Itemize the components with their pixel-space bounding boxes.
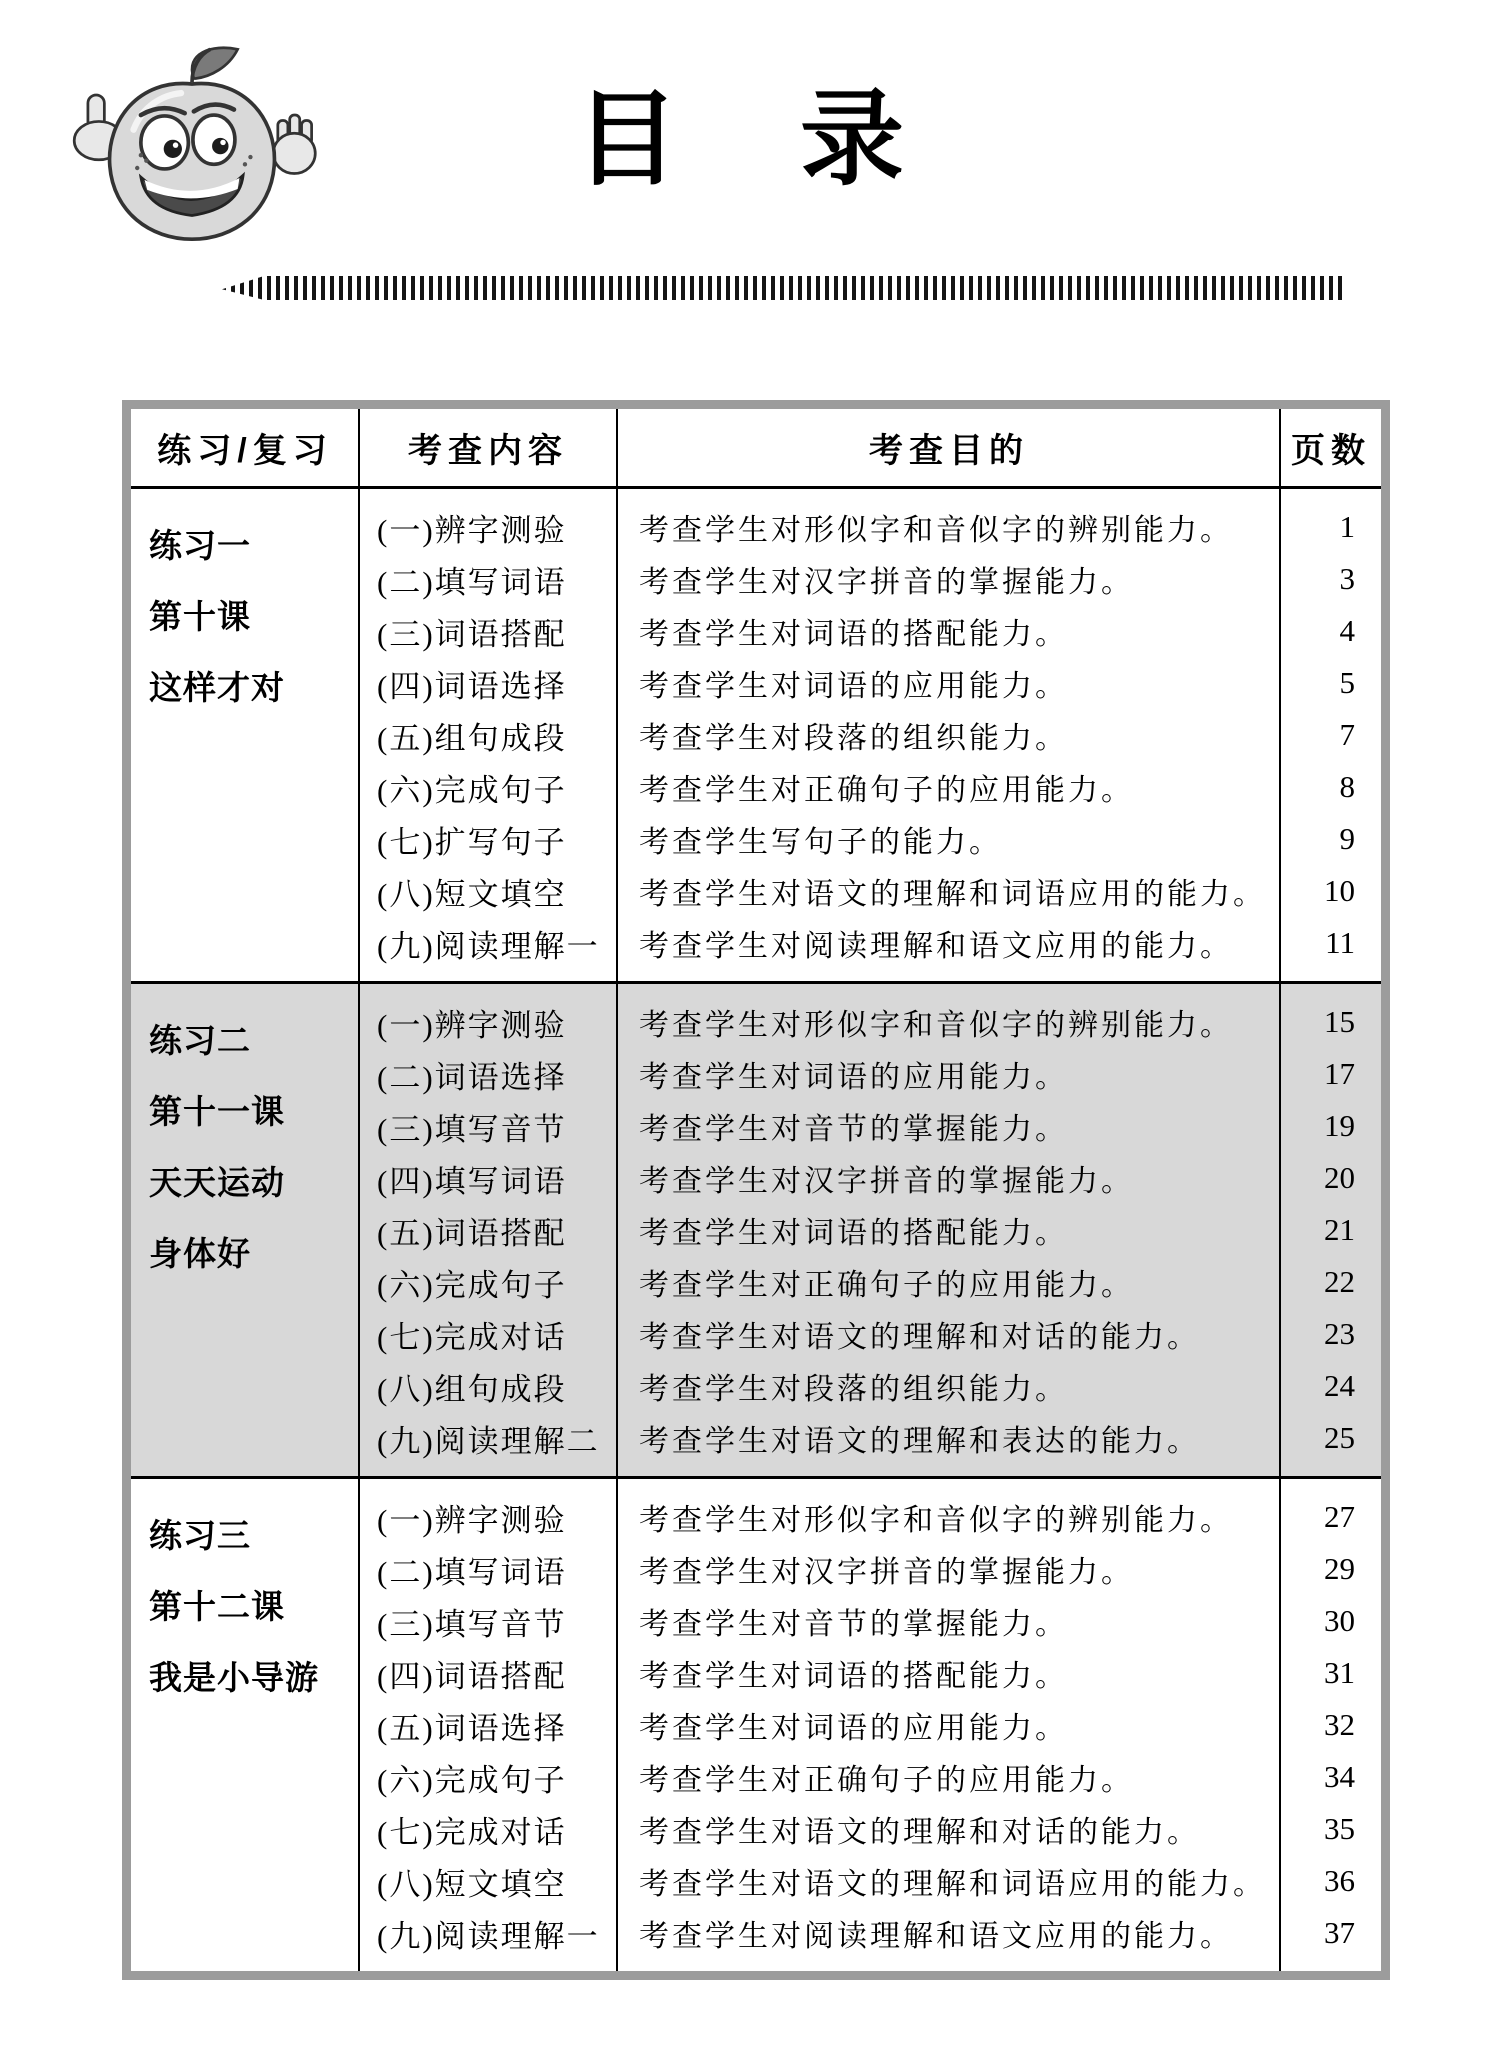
- purpose-cell: 考查学生对汉字拼音的掌握能力。: [639, 1165, 1134, 1198]
- page-number-cell: 8: [1339, 769, 1355, 804]
- table-row: [359, 1152, 1381, 1204]
- content-cell: (二)填写词语: [377, 1554, 567, 1590]
- content-cell: (五)组句成段: [377, 720, 567, 756]
- table-row: [359, 709, 1381, 761]
- unit-line: 练习一: [149, 527, 251, 564]
- table-row: [359, 865, 1381, 917]
- page-number-cell: 31: [1324, 1655, 1355, 1690]
- page-number-cell: 22: [1324, 1264, 1355, 1299]
- table-row: [359, 1595, 1381, 1647]
- table-row: [359, 553, 1381, 605]
- content-cell: (四)填写词语: [377, 1163, 567, 1199]
- content-cell: (四)词语搭配: [377, 1658, 567, 1694]
- unit-line: 这样才对: [149, 668, 285, 706]
- content-cell: (七)扩写句子: [377, 824, 567, 860]
- page-title: 目 录: [575, 82, 914, 198]
- purpose-cell: 考查学生写句子的能力。: [639, 826, 1002, 859]
- unit-line: 第十一课: [149, 1092, 285, 1130]
- purpose-cell: 考查学生对词语的应用能力。: [639, 1061, 1068, 1094]
- page-number-cell: 27: [1324, 1499, 1355, 1534]
- page-number-cell: 7: [1339, 717, 1355, 752]
- content-cell: (五)词语选择: [377, 1710, 567, 1746]
- column-divider: [1279, 409, 1281, 1971]
- table-row: [359, 501, 1381, 553]
- content-cell: (五)词语搭配: [377, 1215, 567, 1251]
- content-cell: (三)填写音节: [377, 1606, 567, 1642]
- page-number-cell: 35: [1324, 1811, 1355, 1846]
- content-cell: (九)阅读理解一: [377, 928, 600, 964]
- unit-cell: [131, 1479, 359, 1971]
- purpose-cell: 考查学生对音节的掌握能力。: [639, 1608, 1068, 1641]
- page-number-cell: 34: [1324, 1759, 1355, 1794]
- table-row: [359, 657, 1381, 709]
- purpose-cell: 考查学生对语文的理解和词语应用的能力。: [639, 1868, 1266, 1901]
- toc-section: [131, 489, 1381, 981]
- table-row: [359, 1100, 1381, 1152]
- content-cell: (六)完成句子: [377, 1267, 567, 1303]
- purpose-cell: 考查学生对阅读理解和语文应用的能力。: [639, 930, 1233, 963]
- unit-line: 第十二课: [149, 1587, 285, 1625]
- page-number-cell: 9: [1339, 821, 1355, 856]
- table-row: [359, 917, 1381, 969]
- page-number-cell: 30: [1324, 1603, 1355, 1638]
- table-row: [359, 1907, 1381, 1959]
- page-number-cell: 10: [1324, 873, 1355, 908]
- page-number-cell: 19: [1324, 1108, 1355, 1143]
- content-cell: (八)短文填空: [377, 1866, 567, 1902]
- content-cell: (一)辨字测验: [377, 1502, 567, 1538]
- unit-line: 我是小导游: [149, 1658, 319, 1696]
- section-rows: [359, 1479, 1381, 1971]
- table-row: [359, 1699, 1381, 1751]
- page-number-cell: 25: [1324, 1420, 1355, 1455]
- section-rows: [359, 984, 1381, 1476]
- table-row: [359, 1543, 1381, 1595]
- purpose-cell: 考查学生对词语的应用能力。: [639, 670, 1068, 703]
- purpose-cell: 考查学生对形似字和音似字的辨别能力。: [639, 1009, 1233, 1042]
- table-row: [359, 1647, 1381, 1699]
- purpose-cell: 考查学生对段落的组织能力。: [639, 722, 1068, 755]
- content-cell: (二)词语选择: [377, 1059, 567, 1095]
- purpose-cell: 考查学生对词语的搭配能力。: [639, 618, 1068, 651]
- toc-section: [131, 1476, 1381, 1971]
- header-page-number: 页数: [1291, 432, 1371, 470]
- table-row: [359, 1491, 1381, 1543]
- content-cell: (四)词语选择: [377, 668, 567, 704]
- purpose-cell: 考查学生对形似字和音似字的辨别能力。: [639, 1504, 1233, 1537]
- unit-line: 练习二: [149, 1022, 251, 1059]
- page-number-cell: 21: [1324, 1212, 1355, 1247]
- purpose-cell: 考查学生对语文的理解和表达的能力。: [639, 1425, 1200, 1458]
- column-divider: [358, 409, 360, 1971]
- purpose-cell: 考查学生对段落的组织能力。: [639, 1373, 1068, 1406]
- content-cell: (七)完成对话: [377, 1814, 567, 1850]
- content-cell: (六)完成句子: [377, 1762, 567, 1798]
- table-row: [359, 813, 1381, 865]
- table-row: [359, 1308, 1381, 1360]
- page-number-cell: 23: [1324, 1316, 1355, 1351]
- purpose-cell: 考查学生对正确句子的应用能力。: [639, 1764, 1134, 1797]
- page-number-cell: 1: [1339, 509, 1355, 544]
- content-cell: (三)词语搭配: [377, 616, 567, 652]
- purpose-cell: 考查学生对音节的掌握能力。: [639, 1113, 1068, 1146]
- toc-sections: [131, 489, 1381, 1971]
- header-test-purpose: 考查目的: [869, 432, 1029, 470]
- table-row: [359, 1412, 1381, 1464]
- unit-cell: [131, 984, 359, 1476]
- header-test-content: 考查内容: [408, 432, 568, 470]
- purpose-cell: 考查学生对语文的理解和对话的能力。: [639, 1816, 1200, 1849]
- page-number-cell: 15: [1324, 1004, 1355, 1039]
- page-number-cell: 11: [1325, 925, 1355, 960]
- column-divider: [616, 409, 618, 1971]
- purpose-cell: 考查学生对语文的理解和对话的能力。: [639, 1321, 1200, 1354]
- page-number-cell: 3: [1339, 561, 1355, 596]
- page-number-cell: 20: [1324, 1160, 1355, 1195]
- purpose-cell: 考查学生对阅读理解和语文应用的能力。: [639, 1920, 1233, 1953]
- content-cell: (八)短文填空: [377, 876, 567, 912]
- unit-line: 练习三: [149, 1517, 251, 1554]
- unit-line: 天天运动: [149, 1163, 285, 1201]
- page-number-cell: 24: [1324, 1368, 1355, 1403]
- page-number-cell: 36: [1324, 1863, 1355, 1898]
- table-row: [359, 1048, 1381, 1100]
- content-cell: (一)辨字测验: [377, 1007, 567, 1043]
- content-cell: (九)阅读理解二: [377, 1423, 600, 1459]
- table-row: [359, 1256, 1381, 1308]
- purpose-cell: 考查学生对形似字和音似字的辨别能力。: [639, 514, 1233, 547]
- table-row: [359, 1855, 1381, 1907]
- page-number-cell: 4: [1339, 613, 1355, 648]
- unit-cell: [131, 489, 359, 981]
- purpose-cell: 考查学生对语文的理解和词语应用的能力。: [639, 878, 1266, 911]
- content-cell: (一)辨字测验: [377, 512, 567, 548]
- table-row: [359, 1204, 1381, 1256]
- content-cell: (三)填写音节: [377, 1111, 567, 1147]
- page-number-cell: 29: [1324, 1551, 1355, 1586]
- table-row: [359, 996, 1381, 1048]
- table-row: [359, 605, 1381, 657]
- toc-section: [131, 981, 1381, 1476]
- purpose-cell: 考查学生对词语的应用能力。: [639, 1712, 1068, 1745]
- purpose-cell: 考查学生对汉字拼音的掌握能力。: [639, 566, 1134, 599]
- table-row: [359, 761, 1381, 813]
- purpose-cell: 考查学生对词语的搭配能力。: [639, 1660, 1068, 1693]
- content-cell: (七)完成对话: [377, 1319, 567, 1355]
- purpose-cell: 考查学生对词语的搭配能力。: [639, 1217, 1068, 1250]
- content-cell: (六)完成句子: [377, 772, 567, 808]
- content-cell: (二)填写词语: [377, 564, 567, 600]
- page-number-cell: 37: [1324, 1915, 1355, 1950]
- unit-line: 身体好: [149, 1234, 251, 1272]
- header-exercise-review: 练习/复习: [157, 432, 333, 470]
- toc-table: [122, 400, 1390, 1980]
- purpose-cell: 考查学生对汉字拼音的掌握能力。: [639, 1556, 1134, 1589]
- purpose-cell: 考查学生对正确句子的应用能力。: [639, 774, 1134, 807]
- table-header-row: [131, 409, 1381, 489]
- table-row: [359, 1751, 1381, 1803]
- table-row: [359, 1360, 1381, 1412]
- page-number-cell: 32: [1324, 1707, 1355, 1742]
- table-row: [359, 1803, 1381, 1855]
- content-cell: (九)阅读理解一: [377, 1918, 600, 1954]
- ribbon-divider: [222, 276, 1346, 300]
- unit-line: 第十课: [149, 597, 251, 635]
- purpose-cell: 考查学生对正确句子的应用能力。: [639, 1269, 1134, 1302]
- page-number-cell: 5: [1339, 665, 1355, 700]
- toc-table-inner: [131, 409, 1381, 1971]
- content-cell: (八)组句成段: [377, 1371, 567, 1407]
- page-number-cell: 17: [1324, 1056, 1355, 1091]
- section-rows: [359, 489, 1381, 981]
